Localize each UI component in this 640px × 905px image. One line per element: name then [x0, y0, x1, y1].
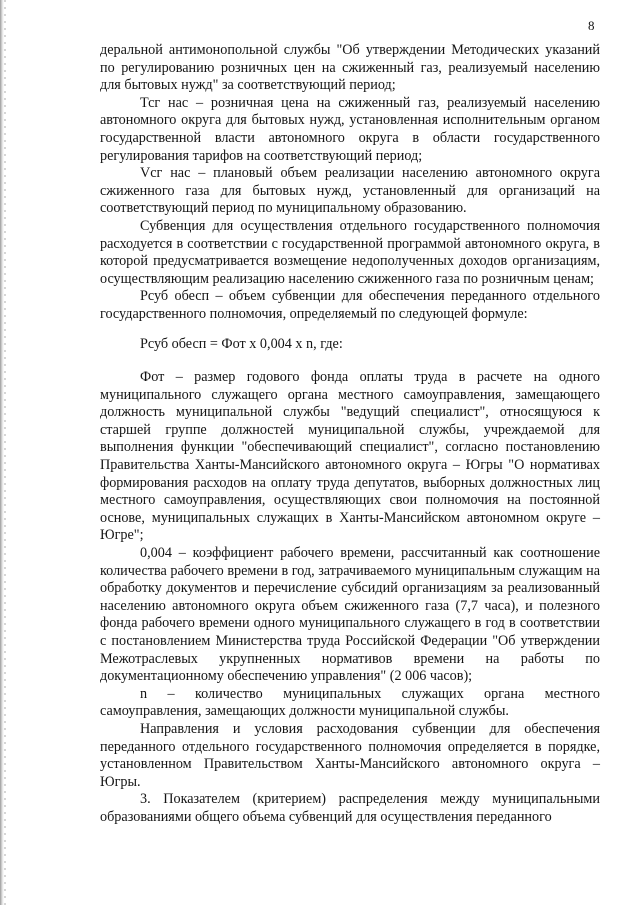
paragraph-continuation: деральной антимонопольной службы "Об утверждении Методических указаний по регулированию розничных цен на сжиженный газ, реализуемый населению для бытовых нужд" за соответствующий период; [100, 42, 600, 94]
paragraph-fot-definition: Фот – размер годового фонда оплаты труда в расчете на одного муниципального служащего органа местного самоуправления, замещающего должность муниципальной службы "ведущий специалист", относящуюся к старшей группе должностей муниципальной службы, учреждаемой для выполнения функции "обеспечивающий специалист", согласно постановлению Правительства Ханты-Мансийского автономного округа – Югры "О нормативах формирования расходов на оплату труда депутатов, выборных должностных лиц местного самоуправления, осуществляющих свои полномочия на постоянной основе, муниципальных служащих в Ханты-Мансийском автономном округе – Югре"; [100, 369, 600, 544]
paragraph-tsg-definition: Тсг нас – розничная цена на сжиженный газ, реализуемый населению автономного округа для бытовых нужд, установленная исполнительным органом государственной власти автономного округа в области государственного регулирования тарифов на соответствующий период; [100, 94, 600, 164]
paragraph-n-definition: n – количество муниципальных служащих органа местного самоуправления, замещающих должности муниципальной службы. [100, 685, 600, 720]
paragraph-vsg-definition: Vсг нас – плановый объем реализации населению автономного округа сжиженного газа для бытовых нужд, установленный для организаций на соответствующий период по муниципальному образованию. [100, 165, 600, 217]
page-number: 8 [588, 18, 595, 33]
document-body [100, 42, 600, 827]
paragraph-subvention-usage: Субвенция для осуществления отдельного государственного полномочия расходуется в соответствии с государственной программой автономного округа, в которой предусматривается возмещение недополученных доходов организациям, осуществляющим реализацию населению сжиженного газа по розничным ценам; [100, 217, 600, 287]
paragraph-usage-conditions: Направления и условия расходования субвенции для обеспечения переданного отдельного государственного полномочия определяется в порядке, установленном Правительством Ханты-Мансийского автономного округа – Югры. [100, 720, 600, 790]
scan-binding-marks [4, 0, 6, 905]
paragraph-coefficient-definition: 0,004 – коэффициент рабочего времени, рассчитанный как соотношение количества рабочего времени в год, затрачиваемого муниципальным служащим на обработку документов и перечисление субсидий организациям за реализованный населению автономного округа объем сжиженного газа (7,7 часа), и полезного фонда рабочего времени одного муниципального служащего в год в соответствии с постановлением Министерства труда Российской Федерации "Об утверждении Межотраслевых укрупненных нормативов времени на работы по документационному обеспечению управления" (2 006 часов); [100, 545, 600, 685]
paragraph-rsub-definition: Рсуб обесп – объем субвенции для обеспечения переданного отдельного государственного полномочия, определяемый по следующей формуле: [100, 288, 600, 322]
paragraph-distribution-criterion: 3. Показателем (критерием) распределения между муниципальными образованиями общего объема субвенций для осуществления переданного [100, 791, 600, 825]
formula-rsub: Рсуб обесп = Фот x 0,004 x n, где: [140, 335, 343, 352]
